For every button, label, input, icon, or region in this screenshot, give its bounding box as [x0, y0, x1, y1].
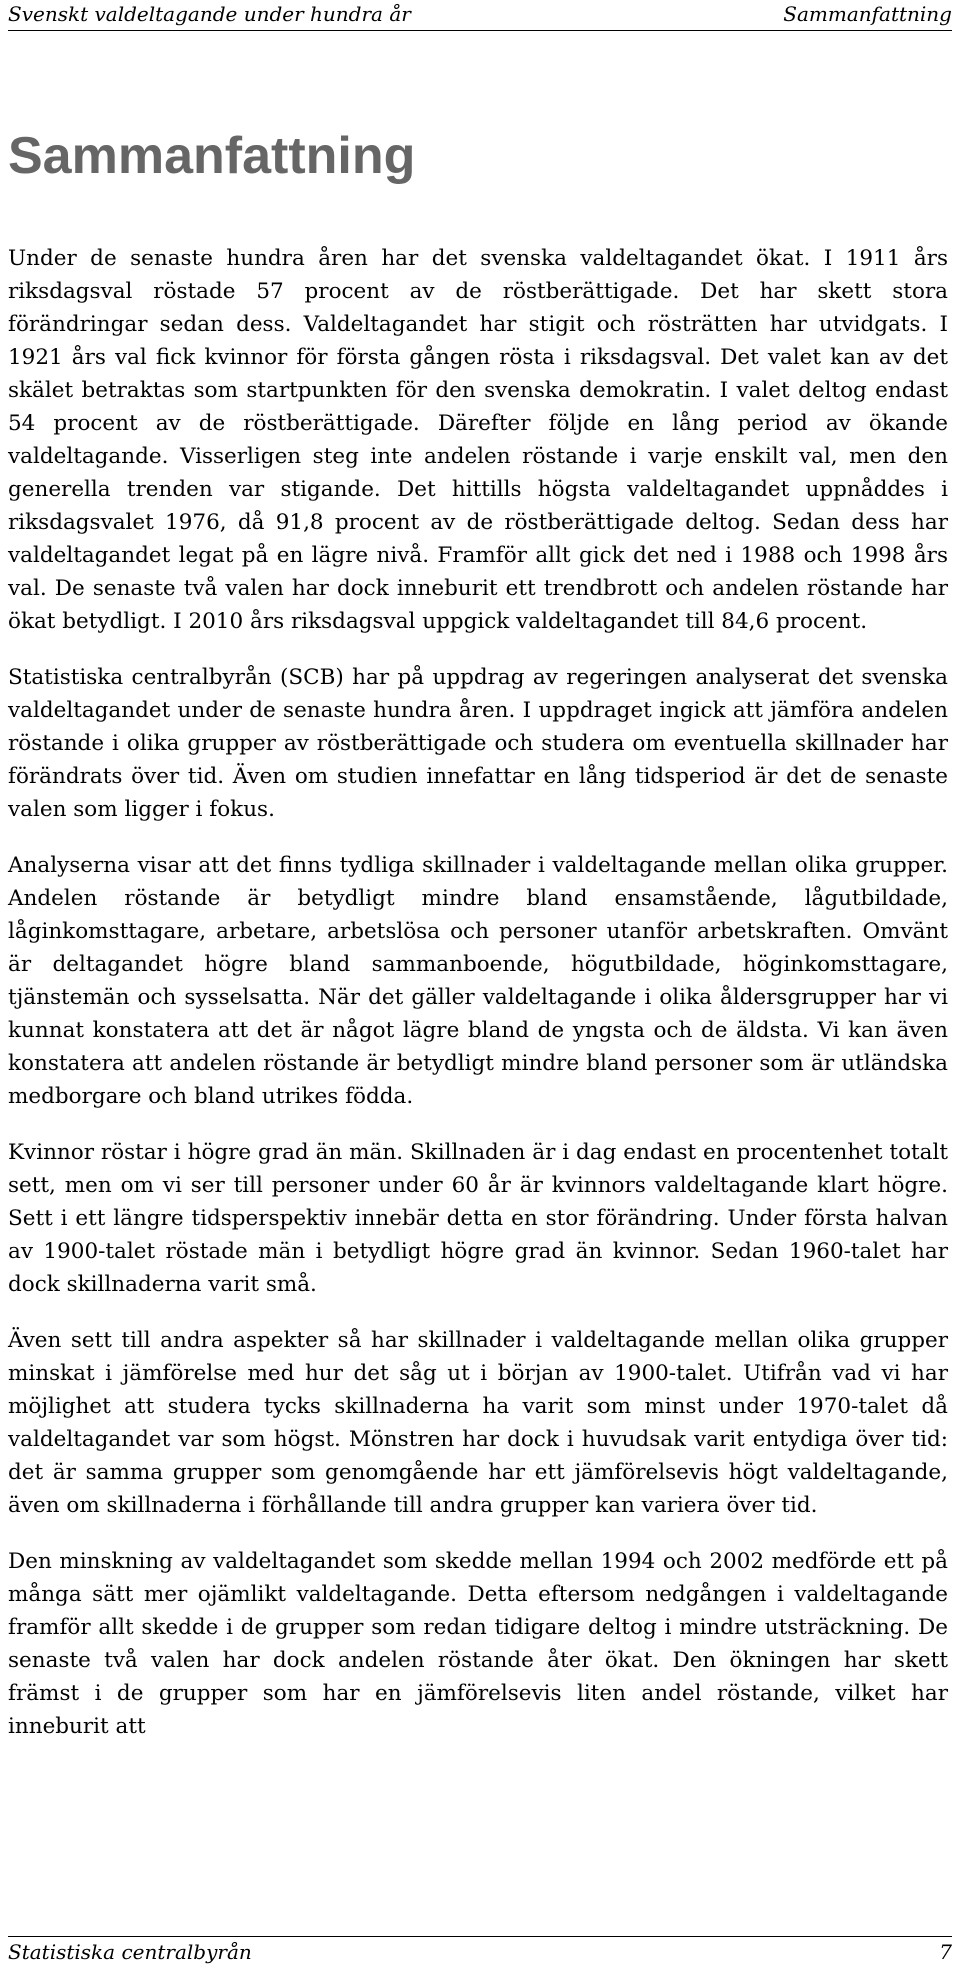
page-number: 7 [939, 1940, 952, 1964]
body-text [8, 242, 948, 1743]
footer-publisher: Statistiska centralbyrån [8, 1940, 252, 1964]
header-publication-title: Svenskt valdeltagande under hundra år [8, 2, 411, 26]
paragraph: Kvinnor röstar i högre grad än män. Skillnaden är i dag endast en procentenhet totalt sett, men om vi ser till personer under 60 år är kvinnors valdeltagande klart högre. Sett i ett längre tidsperspektiv innebär detta en stor förändring. Under första halvan av 1900-talet röstade män i betydligt högre grad än kvinnor. Sedan 1960-talet har dock skillnaderna varit små. [8, 1140, 948, 1297]
header-rule [8, 30, 952, 31]
paragraph: Analyserna visar att det finns tydliga skillnader i valdeltagande mellan olika grupper. Andelen röstande är betydligt mindre bland ensamstående, lågutbildade, låginkomsttagare, arbetare, arbetslösa och personer utanför arbetskraften. Omvänt är deltagandet högre bland sammanboende, högutbildade, höginkomsttagare, tjänstemän och sysselsatta. När det gäller valdeltagande i olika åldersgrupper har vi kunnat konstatera att det är något lägre bland de yngsta och de äldsta. Vi kan även konstatera att andelen röstande är betydligt mindre bland personer som är utländska medborgare och bland utrikes födda. [8, 853, 948, 1109]
paragraph: Den minskning av valdeltagandet som skedde mellan 1994 och 2002 medförde ett på många sätt mer ojämlikt valdeltagande. Detta eftersom nedgången i valdeltagande framför allt skedde i de grupper som redan tidigare deltog i mindre utsträckning. De senaste två valen har dock andelen röstande åter ökat. Den ökningen har skett främst i de grupper som har en jämförelsevis liten andel röstande, vilket har inneburit att [8, 1549, 948, 1739]
paragraph: Under de senaste hundra åren har det svenska valdeltagandet ökat. I 1911 års riksdagsval röstade 57 procent av de röstberättigade. Det har skett stora förändringar sedan dess. Valdeltagandet har stigit och rösträtten har utvidgats. I 1921 års val fick kvinnor för första gången rösta i riksdagsval. Det valet kan av det skälet betraktas som startpunkten för den svenska demokratin. I valet deltog endast 54 procent av de röstberättigade. Därefter följde en lång period av ökande valdeltagande. Visserligen steg inte andelen röstande i varje enskilt val, men den generella trenden var stigande. Det hittills högsta valdeltagandet uppnåddes i riksdagsvalet 1976, då 91,8 procent av de röstberättigade deltog. Sedan dess har valdeltagandet legat på en lägre nivå. Framför allt gick det ned i 1988 och 1998 års val. De senaste två valen har dock inneburit ett trendbrott och andelen röstande har ökat betydligt. I 2010 års riksdagsval uppgick valdeltagandet till 84,6 procent. [8, 246, 948, 634]
page-title: Sammanfattning [8, 127, 416, 185]
footer-rule [8, 1936, 952, 1937]
paragraph: Statistiska centralbyrån (SCB) har på uppdrag av regeringen analyserat det svenska valdeltagandet under de senaste hundra åren. I uppdraget ingick att jämföra andelen röstande i olika grupper av röstberättigade och studera om eventuella skillnader har förändrats över tid. Även om studien innefattar en lång tidsperiod är det de senaste valen som ligger i fokus. [8, 665, 948, 822]
paragraph: Även sett till andra aspekter så har skillnader i valdeltagande mellan olika grupper minskat i jämförelse med hur det såg ut i början av 1900-talet. Utifrån vad vi har möjlighet att studera tycks skillnaderna ha varit som minst under 1970-talet då valdeltagandet var som högst. Mönstren har dock i huvudsak varit entydiga över tid: det är samma grupper som genomgående har ett jämförelsevis högt valdeltagande, även om skillnaderna i förhållande till andra grupper kan variera över tid. [8, 1328, 948, 1518]
running-header [8, 2, 952, 28]
running-footer [8, 1940, 952, 1966]
header-section-title: Sammanfattning [783, 2, 952, 26]
